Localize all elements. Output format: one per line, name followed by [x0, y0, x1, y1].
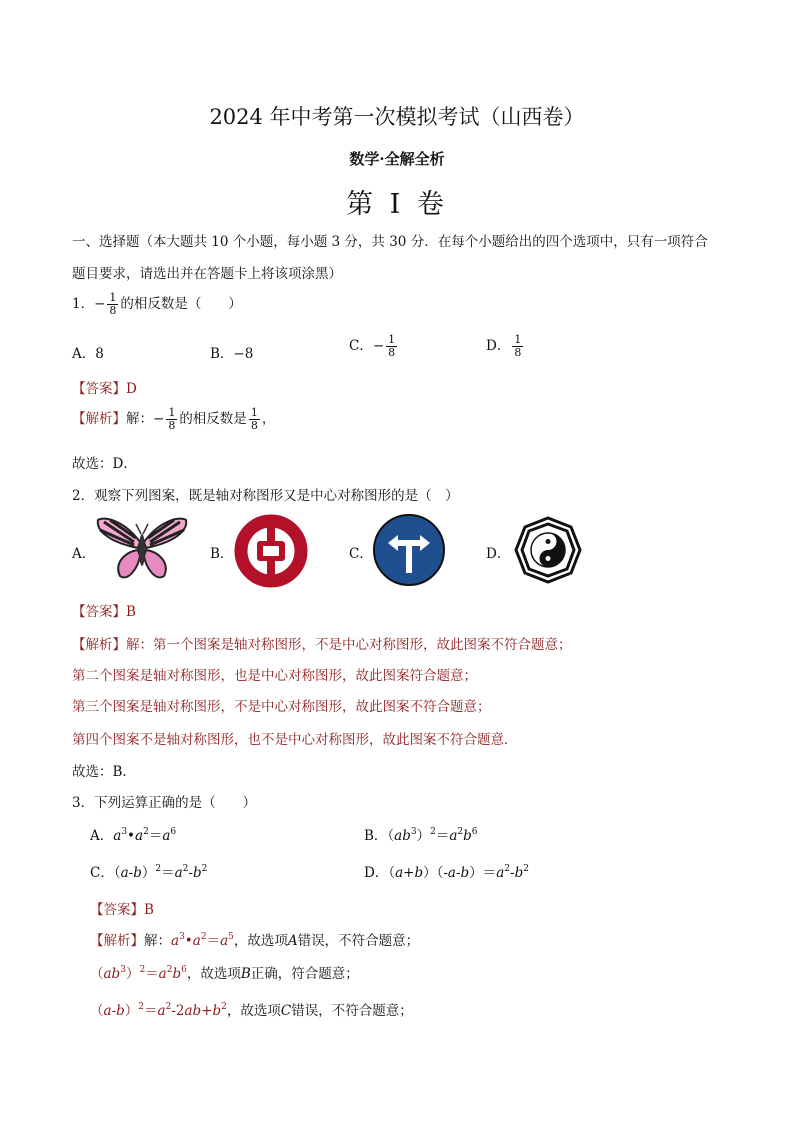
q3-option-b: B．$(ab^3)^2=a^2b^6$: [364, 827, 478, 844]
q3-option-a: A．$a^3•a^2=a^6$: [90, 827, 177, 844]
q3-analysis-line3: $(a-b)^2=a^2-2ab+b^2$，故选项C错误，不符合题意；: [90, 1002, 413, 1019]
q2-analysis-line3: 第三个图案是轴对称图形，不是中心对称图形，故此图案不符合题意；: [72, 699, 491, 715]
q3-option-d: D．$(a+b)(-a-b)=a^2-b^2$: [364, 864, 529, 881]
q2-stem: 2．观察下列图案，既是轴对称图形又是中心对称图形的是（ ）: [72, 488, 459, 504]
bagua-yin-yang-icon: [512, 514, 584, 586]
q2-analysis-line4: 第四个图案不是轴对称图形，也不是中心对称图形，故此图案不符合题意．: [72, 732, 518, 748]
volume-heading: 第 I 卷: [346, 189, 448, 220]
page-subtitle: 数学·全解全析: [349, 150, 445, 168]
q1-answer: 【答案】D: [72, 381, 137, 397]
q1-choose: 故选：D．: [72, 456, 137, 472]
q1-option-d: D． $\frac{1}{8}$: [486, 333, 522, 359]
q1-option-b: B．−8: [210, 346, 254, 362]
q1-analysis: 【解析】解：− $\frac{1}{8}$ 的相反数是 $\frac{1}{8}$ ，: [72, 406, 276, 432]
section-intro-line2: 题目要求，请选出并在答题卡上将该项涂黑）: [72, 266, 342, 282]
q1-option-a: A．8: [72, 346, 104, 362]
q2-answer: 【答案】B: [72, 604, 136, 620]
q3-analysis-line2: $(ab^3)^2=a^2b^6$，故选项B正确，符合题意；: [90, 965, 359, 982]
q1-fraction: $\frac{1}{8}$: [109, 291, 117, 317]
q1-stem: 1．− $\frac{1}{8}$ 的相反数是（ ）: [72, 291, 242, 317]
q2-label-b: B．: [210, 546, 234, 562]
q3-stem: 3．下列运算正确的是（ ）: [72, 795, 257, 811]
q2-label-d: D．: [486, 546, 511, 562]
q3-option-c: C．$(a-b)^2=a^2-b^2$: [90, 864, 208, 881]
bank-of-china-logo-icon: [233, 514, 309, 588]
q2-label-a: A．: [72, 546, 96, 562]
q2-analysis-line1: 【解析】解：第一个图案是轴对称图形，不是中心对称图形，故此图案不符合题意；: [72, 637, 572, 653]
q2-label-c: C．: [349, 546, 373, 562]
q3-answer: 【答案】B: [90, 902, 154, 918]
q2-analysis-line2: 第二个图案是轴对称图形，也是中心对称图形，故此图案符合题意；: [72, 668, 477, 684]
left-right-turn-sign-icon: [372, 513, 446, 587]
section-intro-line1: 一、选择题（本大题共 10 个小题，每小题 3 分，共 30 分．在每个小题给出的四个选项中，只有一项符合: [72, 234, 708, 250]
page-title: 2024 年中考第一次模拟考试（山西卷）: [209, 105, 585, 129]
q2-choose: 故选：B．: [72, 764, 136, 780]
q1-option-c: C．− $\frac{1}{8}$: [349, 333, 396, 359]
butterfly-icon: [94, 512, 190, 584]
q3-analysis-line1: 【解析】解：$a^3•a^2=a^5$，故选项A错误，不符合题意；: [90, 932, 420, 949]
